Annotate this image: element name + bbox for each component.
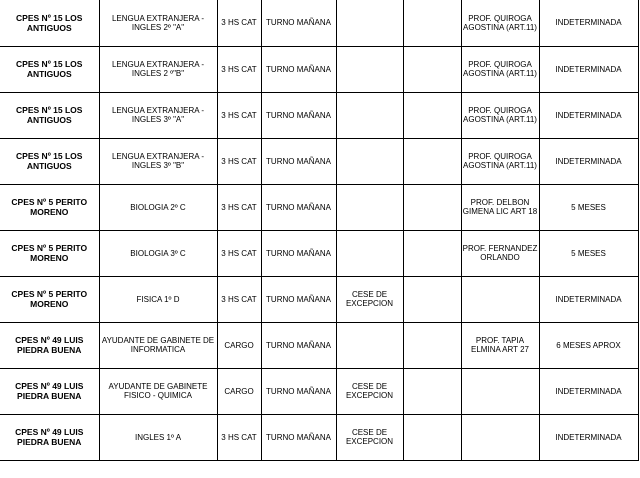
hours-cell: 3 HS CAT	[217, 46, 261, 92]
reason-cell	[336, 322, 403, 368]
subject-cell: BIOLOGIA 3º C	[99, 230, 217, 276]
duration-cell: 6 MESES APROX	[539, 322, 638, 368]
duration-cell: 5 MESES	[539, 184, 638, 230]
school-cell: CPES Nº 15 LOS ANTIGUOS	[0, 46, 99, 92]
school-cell: CPES Nº 5 PERITO MORENO	[0, 184, 99, 230]
duration-cell: INDETERMINADA	[539, 138, 638, 184]
table-row	[0, 276, 638, 322]
shift-cell: TURNO MAÑANA	[261, 46, 336, 92]
hours-cell: CARGO	[217, 322, 261, 368]
school-cell: CPES Nº 5 PERITO MORENO	[0, 230, 99, 276]
reason-cell	[336, 138, 403, 184]
reason-cell: CESE DE EXCEPCION	[336, 368, 403, 414]
hours-cell: 3 HS CAT	[217, 184, 261, 230]
subject-cell: FISICA 1º D	[99, 276, 217, 322]
extra-cell	[403, 276, 461, 322]
shift-cell: TURNO MAÑANA	[261, 184, 336, 230]
school-cell: CPES Nº 49 LUIS PIEDRA BUENA	[0, 322, 99, 368]
extra-cell	[403, 46, 461, 92]
subject-cell: LENGUA EXTRANJERA - INGLES 2 º"B"	[99, 46, 217, 92]
table-row	[0, 414, 638, 460]
extra-cell	[403, 368, 461, 414]
hours-cell: 3 HS CAT	[217, 230, 261, 276]
teacher-cell	[461, 414, 539, 460]
school-cell: CPES Nº 15 LOS ANTIGUOS	[0, 92, 99, 138]
shift-cell: TURNO MAÑANA	[261, 92, 336, 138]
hours-cell: 3 HS CAT	[217, 276, 261, 322]
table-row	[0, 0, 638, 46]
reason-cell	[336, 46, 403, 92]
school-cell: CPES Nº 49 LUIS PIEDRA BUENA	[0, 414, 99, 460]
teacher-cell: PROF. QUIROGA AGOSTINA (ART.11)	[461, 92, 539, 138]
duration-cell: INDETERMINADA	[539, 368, 638, 414]
teacher-cell: PROF. QUIROGA AGOSTINA (ART.11)	[461, 46, 539, 92]
subject-cell: AYUDANTE DE GABINETE DE INFORMATICA	[99, 322, 217, 368]
hours-cell: 3 HS CAT	[217, 92, 261, 138]
subject-cell: LENGUA EXTRANJERA - INGLES 3º "B"	[99, 138, 217, 184]
teacher-cell: PROF. DELBON GIMENA LIC ART 18	[461, 184, 539, 230]
table-row	[0, 184, 638, 230]
subject-cell: LENGUA EXTRANJERA -INGLES 2º "A"	[99, 0, 217, 46]
extra-cell	[403, 414, 461, 460]
teacher-cell: PROF. TAPIA ELMINA ART 27	[461, 322, 539, 368]
teacher-cell: PROF. QUIROGA AGOSTINA (ART.11)	[461, 138, 539, 184]
subject-cell: INGLES 1º A	[99, 414, 217, 460]
extra-cell	[403, 92, 461, 138]
reason-cell	[336, 0, 403, 46]
hours-cell: CARGO	[217, 368, 261, 414]
duration-cell: INDETERMINADA	[539, 46, 638, 92]
table-row	[0, 92, 638, 138]
table-row	[0, 230, 638, 276]
duration-cell: INDETERMINADA	[539, 0, 638, 46]
shift-cell: TURNO MAÑANA	[261, 0, 336, 46]
shift-cell: TURNO MAÑANA	[261, 230, 336, 276]
reason-cell	[336, 230, 403, 276]
school-cell: CPES Nº 15 LOS ANTIGUOS	[0, 0, 99, 46]
shift-cell: TURNO MAÑANA	[261, 414, 336, 460]
duration-cell: INDETERMINADA	[539, 276, 638, 322]
duration-cell: INDETERMINADA	[539, 414, 638, 460]
extra-cell	[403, 230, 461, 276]
school-cell: CPES Nº 15 LOS ANTIGUOS	[0, 138, 99, 184]
reason-cell	[336, 184, 403, 230]
table-row	[0, 46, 638, 92]
school-cell: CPES Nº 49 LUIS PIEDRA BUENA	[0, 368, 99, 414]
shift-cell: TURNO MAÑANA	[261, 138, 336, 184]
reason-cell	[336, 92, 403, 138]
subject-cell: AYUDANTE DE GABINETE FISICO - QUIMICA	[99, 368, 217, 414]
teacher-cell	[461, 368, 539, 414]
hours-cell: 3 HS CAT	[217, 0, 261, 46]
shift-cell: TURNO MAÑANA	[261, 322, 336, 368]
table-row	[0, 322, 638, 368]
reason-cell: CESE DE EXCEPCION	[336, 414, 403, 460]
table-row	[0, 368, 638, 414]
subject-cell: BIOLOGIA 2º C	[99, 184, 217, 230]
table-row	[0, 138, 638, 184]
teacher-cell: PROF. QUIROGA AGOSTINA (ART.11)	[461, 0, 539, 46]
hours-cell: 3 HS CAT	[217, 414, 261, 460]
reason-cell: CESE DE EXCEPCION	[336, 276, 403, 322]
school-cell: CPES Nº 5 PERITO MORENO	[0, 276, 99, 322]
extra-cell	[403, 322, 461, 368]
duration-cell: 5 MESES	[539, 230, 638, 276]
extra-cell	[403, 184, 461, 230]
extra-cell	[403, 138, 461, 184]
shift-cell: TURNO MAÑANA	[261, 368, 336, 414]
duration-cell: INDETERMINADA	[539, 92, 638, 138]
hours-cell: 3 HS CAT	[217, 138, 261, 184]
subject-cell: LENGUA EXTRANJERA - INGLES 3º "A"	[99, 92, 217, 138]
teacher-cell	[461, 276, 539, 322]
teacher-cell: PROF. FERNANDEZ ORLANDO	[461, 230, 539, 276]
shift-cell: TURNO MAÑANA	[261, 276, 336, 322]
extra-cell	[403, 0, 461, 46]
